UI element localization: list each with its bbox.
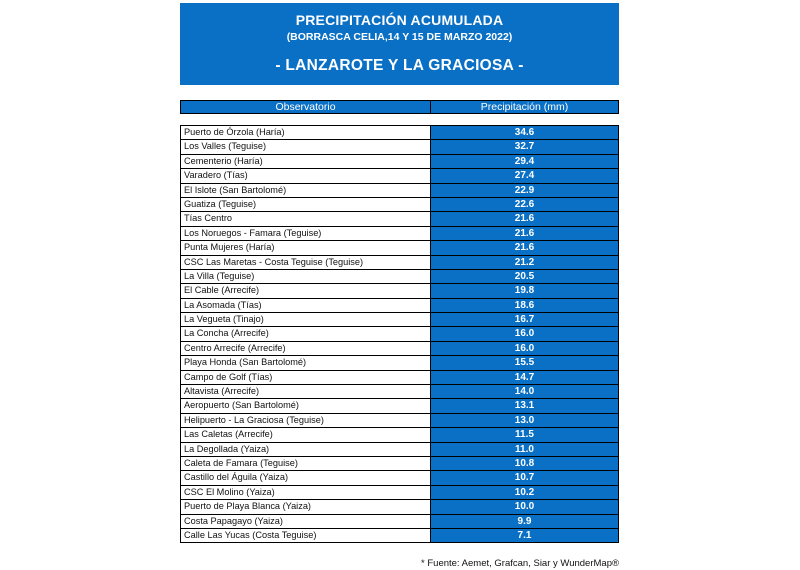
table-row: [181, 256, 618, 270]
station-name: Altavista (Arrecife): [181, 385, 431, 398]
precip-value: 13.1: [431, 399, 618, 412]
column-header-station: Observatorio: [180, 100, 431, 114]
precip-value: 34.6: [431, 126, 618, 139]
station-name: Caleta de Famara (Teguise): [181, 457, 431, 470]
precip-value: 10.7: [431, 471, 618, 484]
precip-value: 9.9: [431, 515, 618, 528]
station-name: Centro Arrecife (Arrecife): [181, 342, 431, 355]
table-row: [181, 227, 618, 241]
table-row: [181, 371, 618, 385]
table-row: [181, 457, 618, 471]
precip-value: 29.4: [431, 155, 618, 168]
station-name: Aeropuerto (San Bartolomé): [181, 399, 431, 412]
station-name: Helipuerto - La Graciosa (Teguise): [181, 414, 431, 427]
station-name: Guatiza (Teguise): [181, 198, 431, 211]
precip-value: 11.0: [431, 443, 618, 456]
precip-value: 13.0: [431, 414, 618, 427]
station-name: Los Noruegos - Famara (Teguise): [181, 227, 431, 240]
table-row: [181, 169, 618, 183]
precip-value: 10.2: [431, 486, 618, 499]
table-row: [181, 241, 618, 255]
table-row: [181, 500, 618, 514]
table-row: [181, 270, 618, 284]
precip-value: 20.5: [431, 270, 618, 283]
station-name: Castillo del Águila (Yaiza): [181, 471, 431, 484]
source-note: * Fuente: Aemet, Grafcan, Siar y WunderMap®: [421, 558, 619, 569]
station-name: Playa Honda (San Bartolomé): [181, 356, 431, 369]
station-name: Cementerio (Haría): [181, 155, 431, 168]
table-row: [181, 313, 618, 327]
precip-value: 16.0: [431, 342, 618, 355]
station-name: La Concha (Arrecife): [181, 327, 431, 340]
station-name: CSC Las Maretas - Costa Teguise (Teguise): [181, 256, 431, 269]
table-row: [181, 443, 618, 457]
table-row: [181, 515, 618, 529]
precip-value: 7.1: [431, 529, 618, 542]
station-name: Punta Mujeres (Haría): [181, 241, 431, 254]
station-name: La Degollada (Yaiza): [181, 443, 431, 456]
precip-value: 10.0: [431, 500, 618, 513]
station-name: Varadero (Tías): [181, 169, 431, 182]
table-row: [181, 140, 618, 154]
station-name: Tías Centro: [181, 212, 431, 225]
table-row: [181, 299, 618, 313]
station-name: Campo de Golf (Tías): [181, 371, 431, 384]
precip-value: 14.7: [431, 371, 618, 384]
table-row: [181, 471, 618, 485]
precipitation-table: [180, 125, 619, 543]
precip-value: 22.9: [431, 184, 618, 197]
precip-value: 10.8: [431, 457, 618, 470]
precip-value: 32.7: [431, 140, 618, 153]
table-row: [181, 342, 618, 356]
station-name: Calle Las Yucas (Costa Teguise): [181, 529, 431, 542]
precip-value: 21.6: [431, 227, 618, 240]
precip-value: 22.6: [431, 198, 618, 211]
station-name: El Cable (Arrecife): [181, 284, 431, 297]
page-subtitle: (BORRASCA CELIA,14 Y 15 DE MARZO 2022): [286, 31, 513, 43]
table-row: [181, 198, 618, 212]
table-row: [181, 399, 618, 413]
precip-value: 16.7: [431, 313, 618, 326]
table-row: [181, 385, 618, 399]
table-row: [181, 428, 618, 442]
precip-value: 11.5: [431, 428, 618, 441]
table-row: [181, 327, 618, 341]
precip-value: 14.0: [431, 385, 618, 398]
station-name: Puerto de Playa Blanca (Yaiza): [181, 500, 431, 513]
precip-value: 27.4: [431, 169, 618, 182]
precip-value: 21.6: [431, 212, 618, 225]
station-name: CSC El Molino (Yaiza): [181, 486, 431, 499]
table-row: [181, 126, 618, 140]
station-name: Las Caletas (Arrecife): [181, 428, 431, 441]
precip-value: 19.8: [431, 284, 618, 297]
column-header-precipitation: Precipitación (mm): [431, 100, 619, 114]
precip-value: 21.2: [431, 256, 618, 269]
station-name: El Islote (San Bartolomé): [181, 184, 431, 197]
station-name: Los Valles (Teguise): [181, 140, 431, 153]
precip-value: 18.6: [431, 299, 618, 312]
station-name: La Villa (Teguise): [181, 270, 431, 283]
station-name: Puerto de Órzola (Haría): [181, 126, 431, 139]
precip-value: 16.0: [431, 327, 618, 340]
table-row: [181, 486, 618, 500]
precip-value: 21.6: [431, 241, 618, 254]
table-row: [181, 155, 618, 169]
station-name: Costa Papagayo (Yaiza): [181, 515, 431, 528]
station-name: La Asomada (Tías): [181, 299, 431, 312]
table-row: [181, 184, 618, 198]
table-row: [181, 529, 618, 543]
station-name: La Vegueta (Tinajo): [181, 313, 431, 326]
page-title: PRECIPITACIÓN ACUMULADA: [295, 12, 504, 28]
table-row: [181, 414, 618, 428]
table-row: [181, 356, 618, 370]
precip-value: 15.5: [431, 356, 618, 369]
table-row: [181, 212, 618, 226]
table-row: [181, 284, 618, 298]
title-banner: [180, 3, 619, 85]
region-title: - LANZAROTE Y LA GRACIOSA -: [275, 57, 524, 74]
